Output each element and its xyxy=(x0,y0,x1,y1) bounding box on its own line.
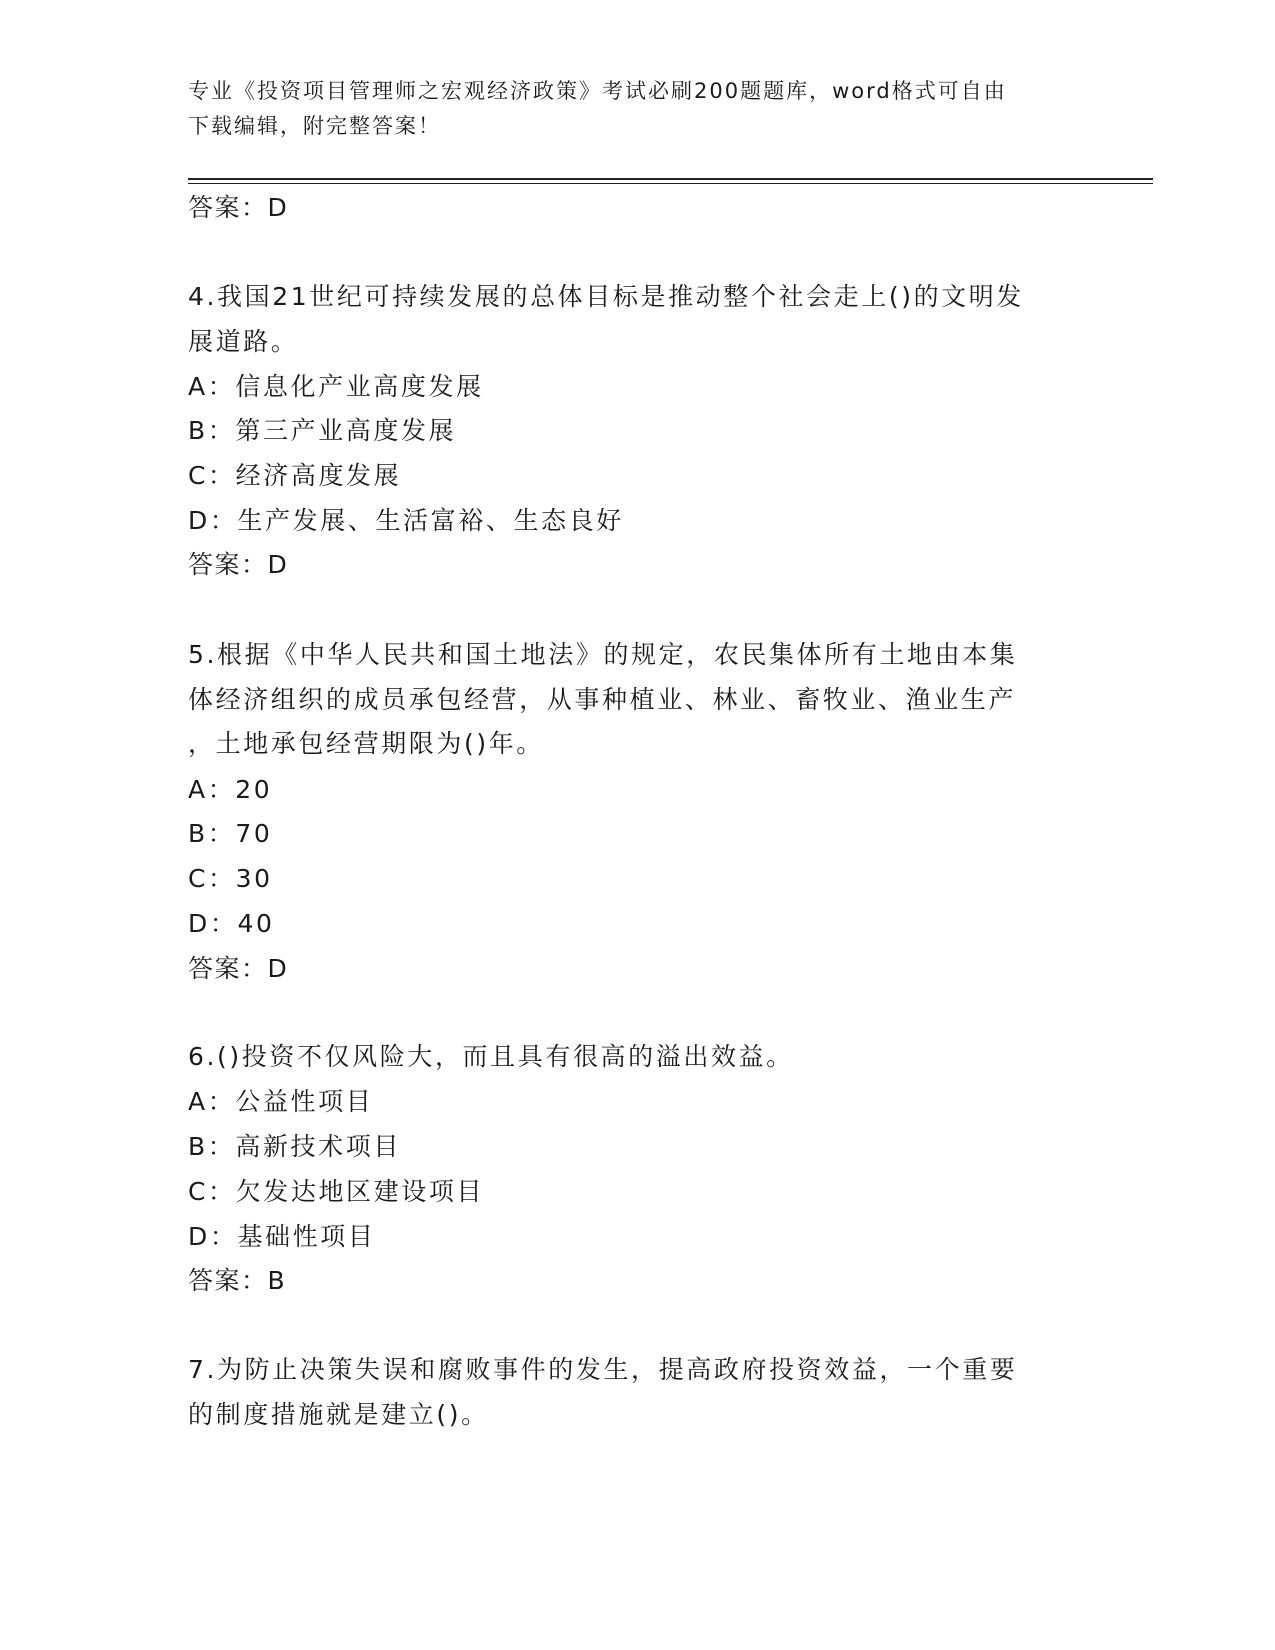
question-7-stem-2: 的制度措施就是建立()。 xyxy=(188,1400,489,1429)
question-4-option-c: C：经济高度发展 xyxy=(188,461,402,490)
question-7-stem-1: 7.为防止决策失误和腐败事件的发生，提高政府投资效益，一个重要 xyxy=(188,1355,1018,1384)
question-6-option-c: C：欠发达地区建设项目 xyxy=(188,1177,485,1206)
question-6-option-b: B：高新技术项目 xyxy=(188,1132,401,1161)
header-rule-thin xyxy=(188,183,1153,184)
header-rule-thick xyxy=(188,178,1153,180)
question-6-stem-1: 6.()投资不仅风险大，而且具有很高的溢出效益。 xyxy=(188,1042,794,1071)
question-4-stem-1: 4.我国21世纪可持续发展的总体目标是推动整个社会走上()的文明发 xyxy=(188,282,1024,311)
answer-line: 答案：D xyxy=(188,193,289,222)
question-6-answer: 答案：B xyxy=(188,1266,287,1295)
question-5-stem-3: ，土地承包经营期限为()年。 xyxy=(188,729,544,758)
question-4-stem-2: 展道路。 xyxy=(188,327,299,356)
question-4-option-b: B：第三产业高度发展 xyxy=(188,416,457,445)
document-header xyxy=(188,74,1088,144)
question-4-answer: 答案：D xyxy=(188,550,289,579)
question-5-option-b: B：70 xyxy=(188,819,273,848)
question-5-option-a: A：20 xyxy=(188,775,273,804)
question-4-option-a: A：信息化产业高度发展 xyxy=(188,372,484,401)
question-6-option-d: D：基础性项目 xyxy=(188,1222,376,1251)
question-5-option-d: D：40 xyxy=(188,909,275,938)
question-5-option-c: C：30 xyxy=(188,864,273,893)
question-5-stem-2: 体经济组织的成员承包经营，从事种植业、林业、畜牧业、渔业生产 xyxy=(188,685,1017,714)
question-4-option-d: D：生产发展、生活富裕、生态良好 xyxy=(188,506,624,535)
header-line-1: 专业《投资项目管理师之宏观经济政策》考试必刷200题题库，word格式可自由 xyxy=(188,79,1007,103)
header-line-2: 下载编辑，附完整答案！ xyxy=(188,114,441,138)
question-6-option-a: A：公益性项目 xyxy=(188,1087,374,1116)
question-5-answer: 答案：D xyxy=(188,954,289,983)
question-5-stem-1: 5.根据《中华人民共和国土地法》的规定，农民集体所有土地由本集 xyxy=(188,640,1018,669)
